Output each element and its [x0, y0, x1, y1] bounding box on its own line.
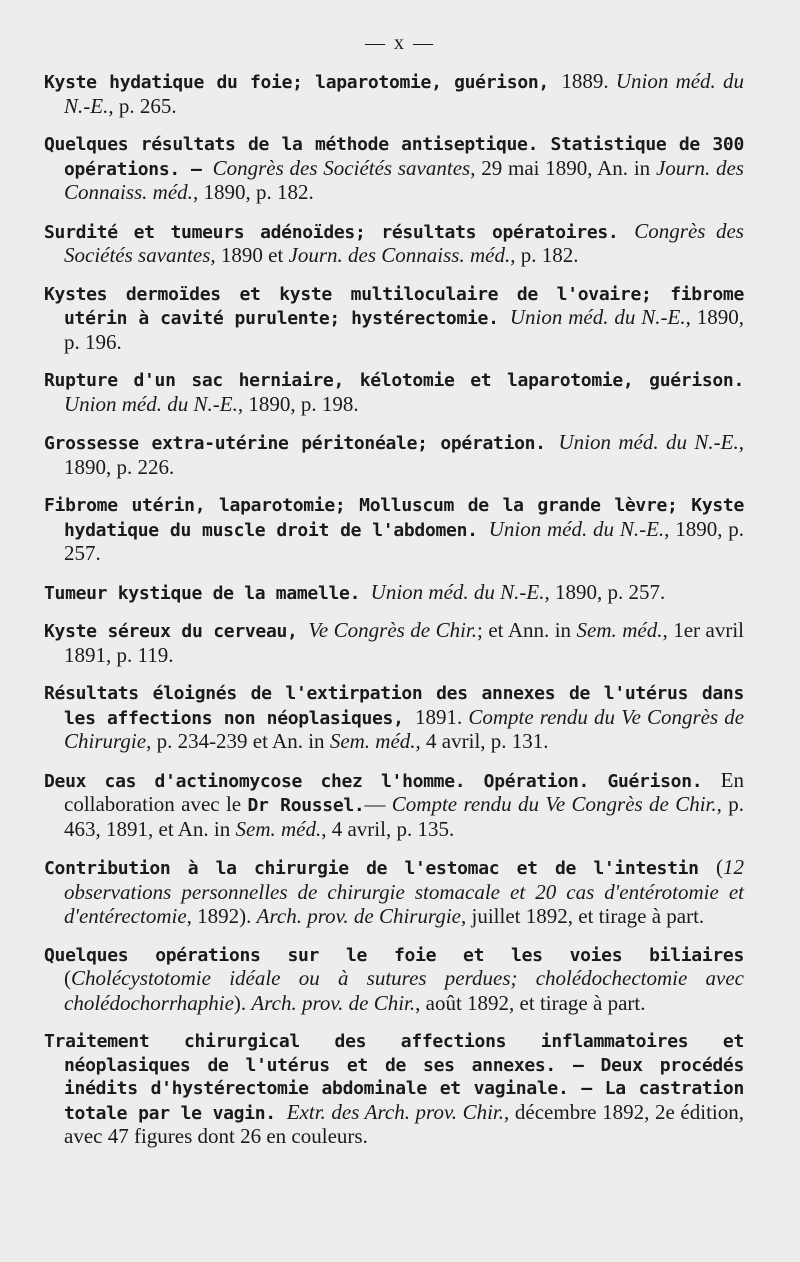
citation-italic: Union méd. du N.-E. — [509, 305, 686, 329]
citation-italic: Arch. prov. de Chirurgie — [256, 904, 462, 928]
entry-title: Résultats éloignés de l'extirpation des annexes de l'utérus dans les affections non néoplasiques, — [44, 683, 744, 729]
citation-text: 1889. — [561, 69, 616, 93]
citation-italic: Compte rendu du Ve Congrès de Chir. — [391, 792, 717, 816]
citation-text: , 1890, p. 257. — [64, 516, 744, 565]
citation-text: ; et Ann. in — [477, 618, 577, 642]
citation-text: , 4 avril, p. 131. — [415, 729, 549, 753]
citation-text: , p. 182. — [510, 243, 579, 267]
citation-italic: Compte rendu du Ve Congrès de Chirurgie — [64, 704, 745, 753]
citation-italic: Union méd. du N.-E. — [488, 516, 665, 541]
citation-italic: Union méd. du N.-E. — [370, 579, 545, 604]
citation-text: , 1890, p. 257. — [544, 579, 666, 604]
citation-italic: Sem. méd. — [576, 618, 663, 642]
citation-text: ( — [716, 855, 723, 879]
entry-title: Kyste séreux du cerveau, — [44, 621, 309, 642]
bibliography-entry — [44, 70, 744, 119]
citation-italic: Arch. prov. de Chir. — [251, 990, 416, 1015]
citation-italic: Union méd. du N.-E. — [64, 391, 238, 416]
citation-text: — — [364, 792, 392, 816]
bibliography-entry — [44, 682, 744, 755]
citation-text: , 1890, p. 196. — [64, 305, 744, 354]
citation-text: 1891. — [415, 704, 469, 729]
citation-text: , 4 avril, p. 135. — [321, 816, 455, 841]
citation-italic: Congrès des Sociétés savantes — [212, 155, 471, 180]
citation-text: , 1890, p. 182. — [192, 180, 314, 204]
citation-text: , 1890, p. 198. — [237, 391, 359, 416]
citation-italic: Cholécystotomie idéale ou à sutures perdues; cholédochectomie avec cholédochorrhaphie — [64, 966, 744, 1015]
entry-title: Quelques opérations sur le foie et les voies biliaires — [44, 944, 744, 966]
bibliography-entry — [44, 283, 744, 356]
citation-text: En collaboration avec le — [64, 767, 744, 816]
entry-title: Tumeur kystique de la mamelle. — [44, 582, 371, 604]
bibliography-entry — [44, 856, 744, 930]
bibliography-entry — [44, 494, 744, 567]
citation-italic: 12 observations personnelles de chirurgie stomacale et 20 cas d'entérotomie et d'entérectomie — [64, 855, 744, 928]
entry-title: Surdité et tumeurs adénoïdes; résultats opératoires. — [44, 221, 635, 243]
entry-title: Quelques résultats de la méthode antiseptique. Statistique de 300 opérations. — — [44, 134, 744, 180]
citation-italic: Union méd. du N.-E. — [558, 430, 739, 454]
entry-title: Contribution à la chirurgie de l'estomac et de l'intestin — [44, 858, 716, 879]
entry-title: Dr Roussel. — [247, 795, 365, 816]
citation-text: , 1890 et — [210, 243, 289, 267]
bibliography-list — [44, 70, 744, 1164]
citation-italic: Ve Congrès de Chir. — [308, 618, 478, 642]
entry-title: Kyste hydatique du foie; laparotomie, guérison, — [44, 72, 562, 93]
citation-text: ). — [233, 990, 252, 1015]
bibliography-entry — [44, 619, 744, 668]
citation-italic: Journ. des Connaiss. méd. — [288, 243, 511, 267]
page-number: — x — — [365, 32, 435, 54]
citation-text: , décembre 1892, 2e édition, avec 47 figures dont 26 en couleurs. — [64, 1099, 744, 1148]
bibliography-entry — [44, 1030, 744, 1150]
entry-title: Traitement chirurgical des affections inflammatoires et néoplasiques de l'utérus et de ses annexes. — Deux procédés inédits d'hystérectomie abdominale et vaginale. — La castration totale par le vagin. — [44, 1031, 744, 1124]
citation-text: , 1890, p. 226. — [64, 430, 744, 479]
bibliography-entry — [44, 431, 744, 480]
bibliography-entry — [44, 369, 744, 417]
bibliography-entry — [44, 944, 744, 1017]
bibliography-entry — [44, 769, 744, 843]
citation-italic: Journ. des Connaiss. méd. — [64, 155, 744, 204]
citation-text: , p. 463, 1891, et An. in — [64, 792, 744, 841]
citation-text: , juillet 1892, et tirage à part. — [461, 904, 705, 928]
citation-italic: Congrès des Sociétés savantes — [64, 218, 744, 267]
citation-text: , 1er avril 1891, p. 119. — [64, 618, 744, 667]
citation-italic: Extr. des Arch. prov. Chir. — [286, 1099, 505, 1124]
entry-title: Grossesse extra-utérine péritonéale; opération. — [44, 433, 559, 454]
citation-text: , 1892). — [186, 904, 257, 928]
citation-italic: Sem. méd. — [235, 816, 322, 841]
entry-title: Fibrome utérin, laparotomie; Molluscum de la grande lèvre; Kyste hydatique du muscle droit de l'abdomen. — [44, 495, 744, 541]
bibliography-entry — [44, 133, 744, 206]
citation-italic: Union méd. du N.-E. — [64, 69, 744, 118]
bibliography-entry — [44, 581, 744, 606]
entry-title: Rupture d'un sac herniaire, kélotomie et laparotomie, guérison. — [44, 370, 744, 391]
citation-italic: Sem. méd. — [329, 729, 416, 753]
citation-text: , 29 mai 1890, An. in — [470, 155, 656, 180]
citation-text: ( — [64, 966, 71, 990]
entry-title: Deux cas d'actinomycose chez l'homme. Opération. Guérison. — [44, 770, 721, 792]
citation-text: , août 1892, et tirage à part. — [415, 990, 646, 1015]
citation-text: , p. 265. — [108, 93, 177, 118]
citation-text: , p. 234-239 et An. in — [146, 729, 330, 753]
entry-title: Kystes dermoïdes et kyste multiloculaire de l'ovaire; fibrome utérin à cavité purulente; hystérectomie. — [44, 283, 744, 329]
bibliography-entry — [44, 220, 744, 269]
